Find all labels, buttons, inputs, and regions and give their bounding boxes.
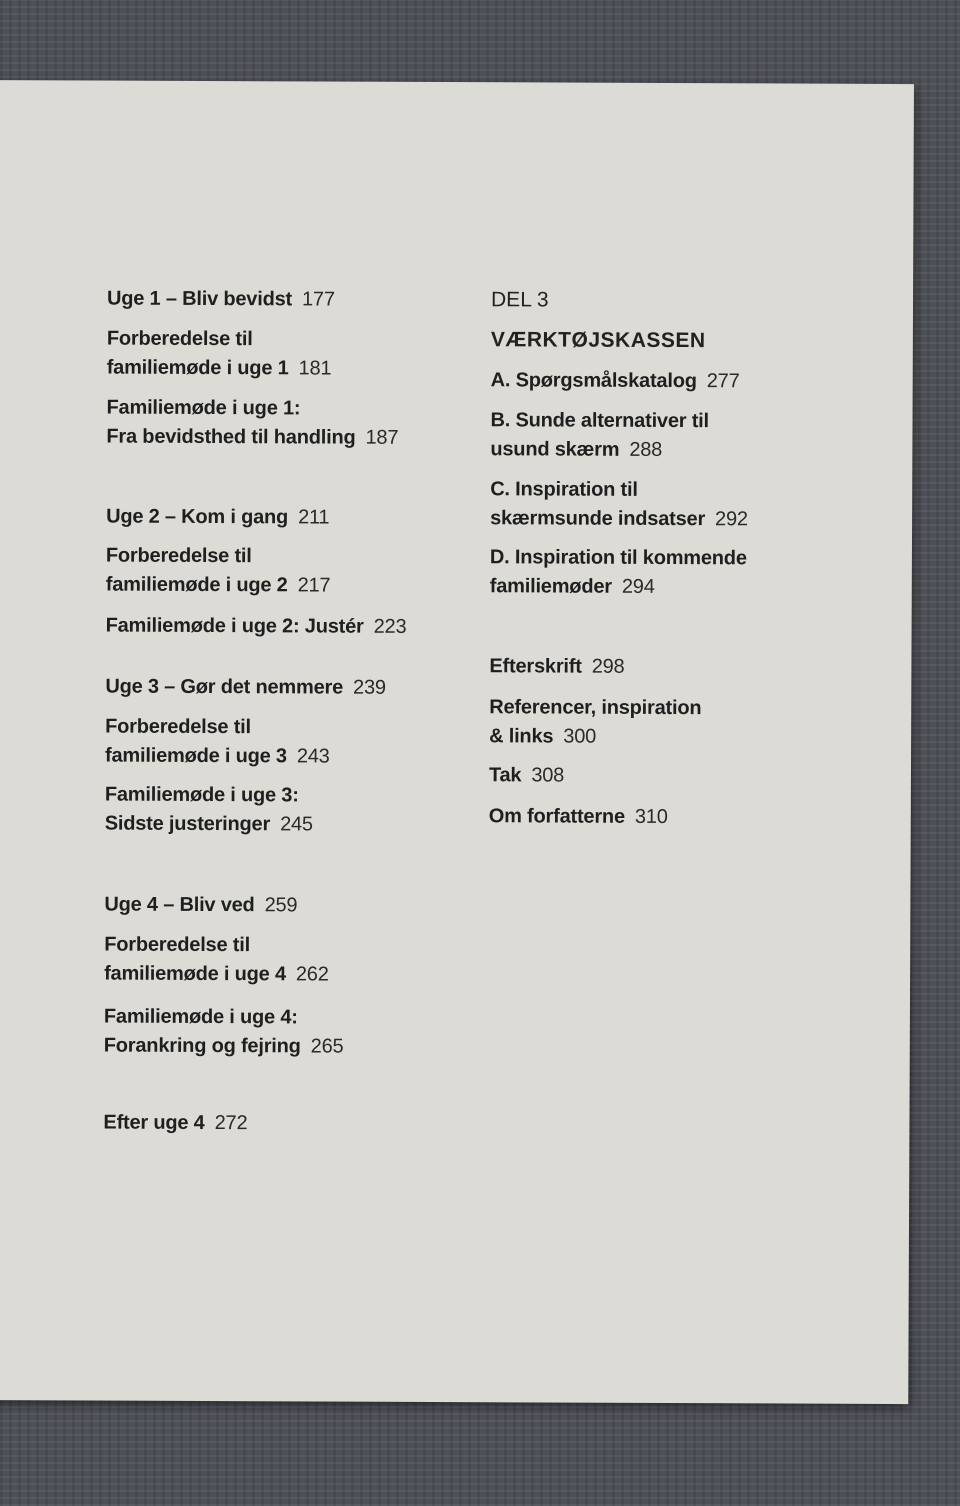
toc-entry-title: Tak	[488, 764, 522, 787]
toc-entry-title: Familiemøde i uge 1:	[106, 396, 301, 420]
toc-entry	[104, 1003, 344, 1062]
toc-page-number: 300	[563, 725, 597, 748]
toc-entry	[103, 1109, 247, 1139]
toc-entry-title: Uge 2 – Kom i gang	[106, 505, 289, 529]
toc-entry-title: Efter uge 4	[103, 1111, 205, 1134]
toc-entry	[104, 931, 329, 990]
toc-entry-title: Familiemøde i uge 4:	[103, 1005, 298, 1029]
toc-entry	[489, 761, 564, 790]
toc-entry	[490, 543, 747, 602]
toc-page-number: 298	[591, 655, 625, 678]
toc-entry-title: B. Sunde alternativer til	[490, 409, 709, 433]
toc-entry-title: Om forfatterne	[488, 805, 625, 828]
toc-entry-title: Forberedelse til	[105, 544, 252, 568]
toc-entry-title: Forankring og fejring	[103, 1034, 301, 1058]
toc-entry-title: Sidste justeringer	[104, 812, 271, 836]
toc-page-number: 265	[310, 1035, 344, 1058]
toc-page-number: 262	[295, 963, 329, 986]
toc-entry-title: familiemøde i uge 3	[105, 744, 287, 768]
toc-page-number: 272	[214, 1112, 248, 1135]
toc-page-number: 243	[296, 745, 330, 768]
toc-page-number: 288	[629, 438, 663, 461]
toc-entry-title: Forberedelse til	[104, 933, 251, 957]
part-label: DEL 3	[490, 288, 549, 312]
book-page	[0, 80, 914, 1404]
toc-entry	[489, 802, 668, 832]
toc-entry-title: Familiemøde i uge 2: Justér	[105, 614, 364, 638]
toc-entry-title: & links	[489, 725, 554, 748]
toc-entry	[106, 612, 407, 642]
toc-entry-title: familiemøde i uge 2	[105, 573, 288, 597]
toc-entry-title: familiemøde i uge 4	[104, 962, 286, 986]
toc-entry-title: Uge 3 – Gør det nemmere	[105, 675, 344, 699]
part-title: VÆRKTØJSKASSEN	[490, 328, 706, 353]
toc-entry	[489, 693, 701, 752]
toc-entry-title: familiemøder	[489, 575, 612, 598]
toc-page-number: 181	[298, 357, 332, 380]
toc-entry	[489, 652, 624, 682]
toc-page-number: 310	[634, 805, 668, 829]
toc-entry	[490, 475, 748, 534]
toc-entry-title: Uge 4 – Bliv ved	[104, 893, 255, 917]
toc-entry-title: Forberedelse til	[106, 327, 253, 351]
toc-entry-title: Familiemøde i uge 3:	[104, 783, 299, 807]
toc-entry	[106, 503, 329, 533]
toc-entry	[107, 285, 335, 315]
toc-entry	[105, 673, 386, 703]
toc-entry-title: skærmsunde indsatser	[490, 507, 706, 531]
toc-entry	[106, 394, 398, 453]
toc-page-number: 177	[301, 288, 335, 311]
toc-entry	[106, 542, 331, 601]
toc-entry-title: A. Spørgsmålskatalog	[490, 369, 697, 393]
toc-entry	[104, 891, 297, 921]
toc-entry	[107, 325, 332, 384]
toc-entry-title: C. Inspiration til	[490, 478, 638, 501]
toc-page-number: 245	[280, 813, 313, 836]
toc-entry	[491, 366, 740, 396]
toc-entry-title: Efterskrift	[489, 655, 582, 678]
toc-entry	[105, 713, 330, 772]
toc-page-number: 308	[531, 764, 565, 787]
toc-page-number: 259	[264, 894, 298, 917]
toc-page-number: 277	[706, 370, 740, 393]
toc-page-number: 294	[621, 575, 655, 598]
toc-page-number: 223	[373, 615, 407, 638]
toc-entry	[105, 781, 313, 840]
toc-page-number: 292	[715, 508, 748, 531]
toc-entry-title: Referencer, inspiration	[489, 696, 702, 720]
toc-page-number: 217	[297, 574, 331, 597]
toc-entry-title: familiemøde i uge 1	[106, 356, 289, 380]
toc-entry-title: Fra bevidsthed til handling	[106, 425, 356, 449]
toc-page-number: 211	[298, 506, 330, 529]
toc-entry-title: D. Inspiration til kommende	[489, 546, 747, 570]
toc-entry-title: Uge 1 – Bliv bevidst	[106, 287, 293, 311]
toc-entry	[490, 406, 709, 465]
toc-entry-title: usund skærm	[490, 438, 620, 461]
toc-page-number: 239	[353, 676, 386, 699]
toc-page-number: 187	[365, 426, 399, 449]
toc-entry-title: Forberedelse til	[105, 715, 251, 739]
